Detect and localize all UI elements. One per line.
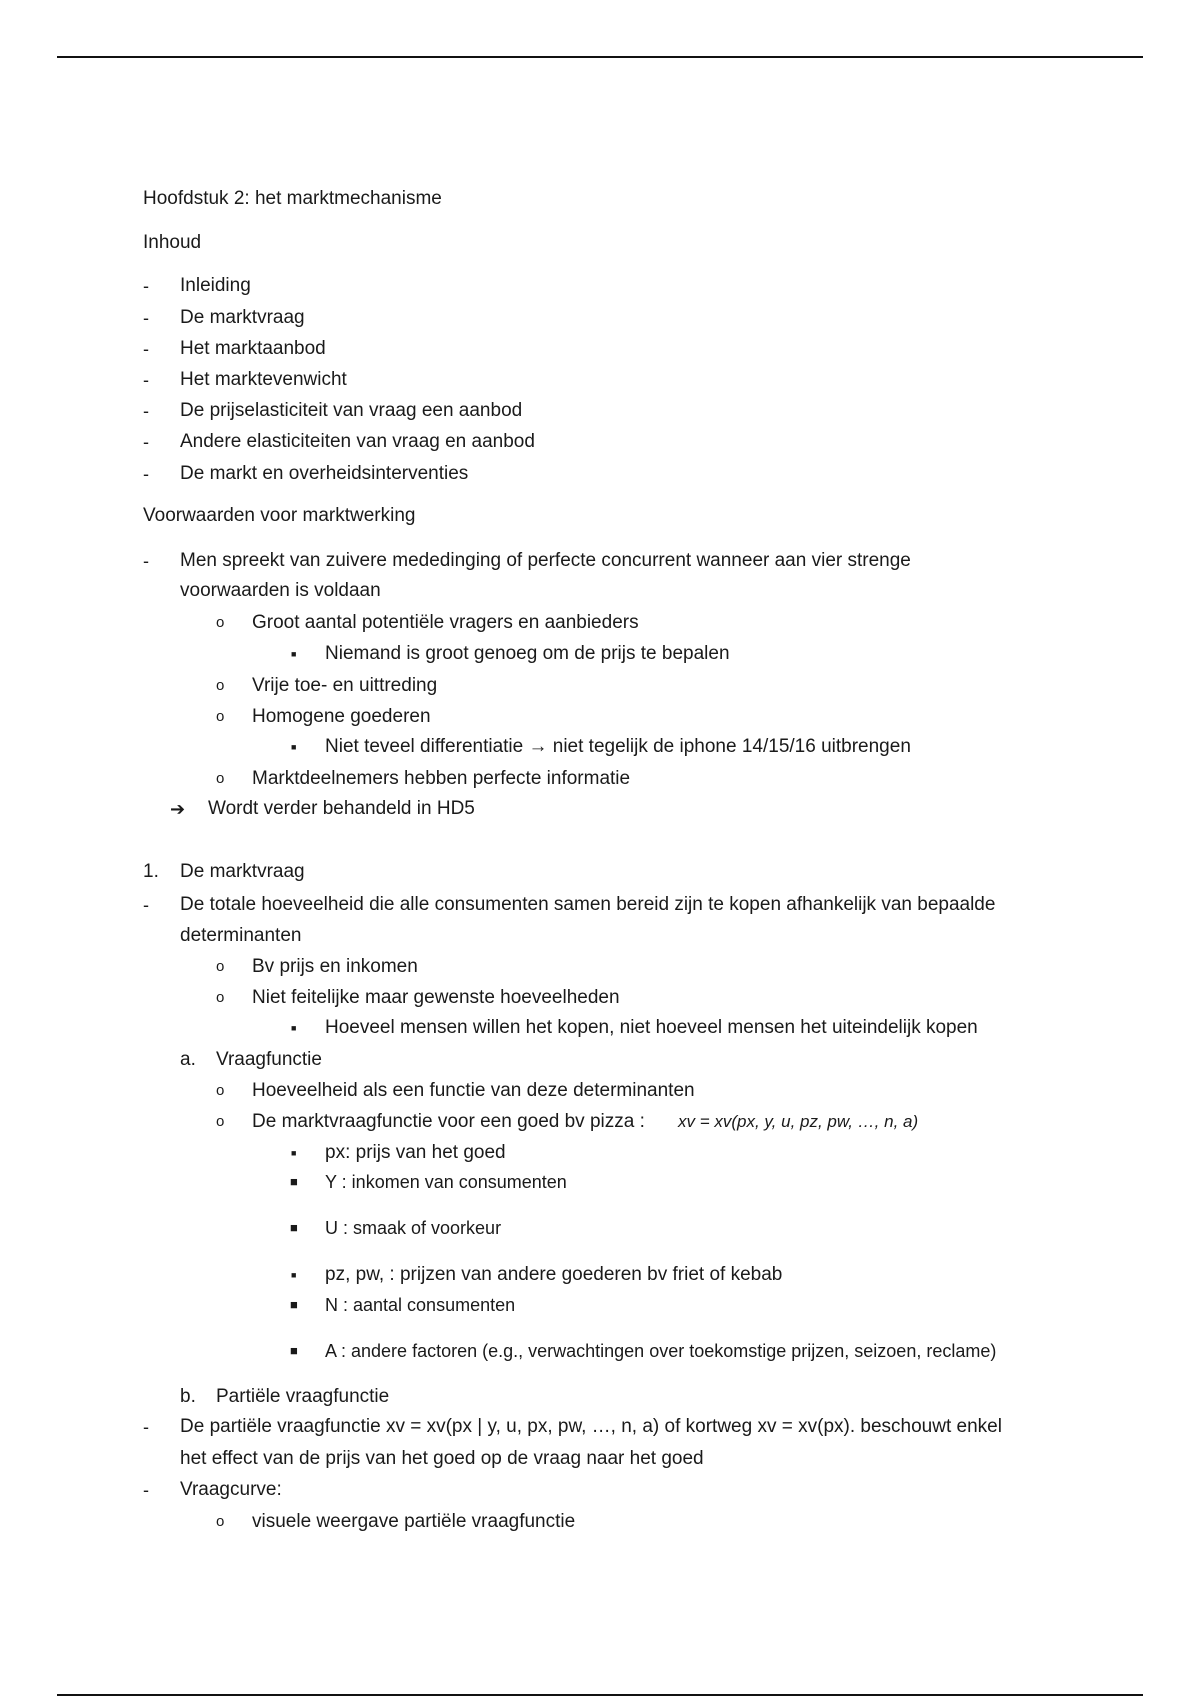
- arrow-right-icon: ➔: [170, 799, 186, 819]
- header-rule: [57, 56, 1143, 58]
- footer-rule: [57, 1694, 1143, 1696]
- formula: xv = xv(px, y, u, pz, pw, …, n, a): [678, 1112, 919, 1131]
